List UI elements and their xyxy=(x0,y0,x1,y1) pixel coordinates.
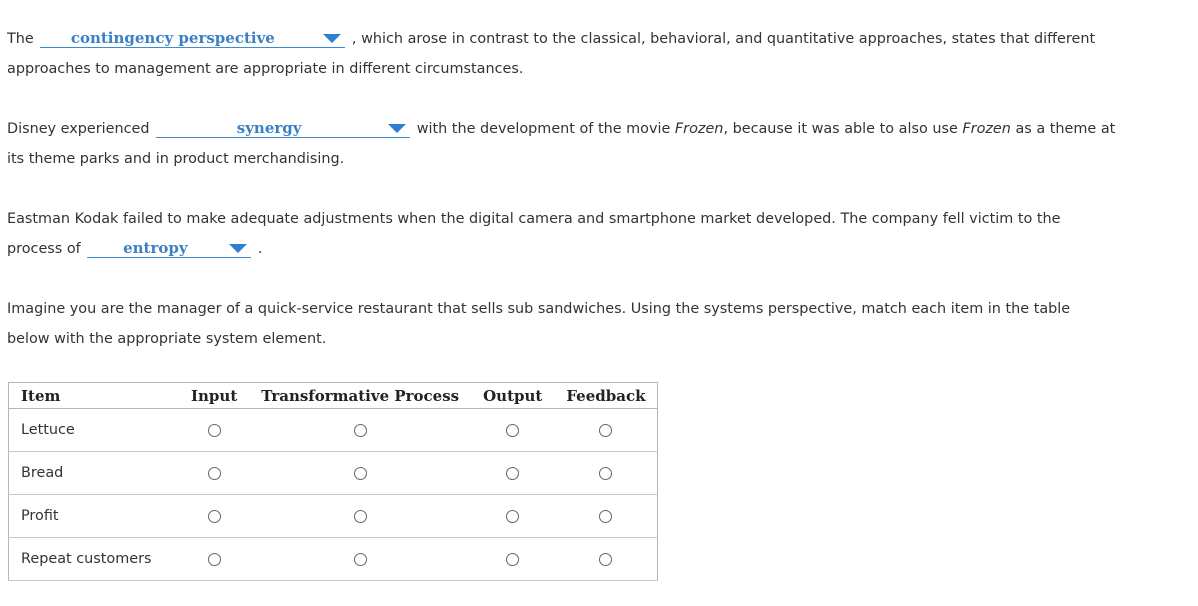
q4-text-line2: below with the appropriate system element. xyxy=(7,331,327,347)
radio-repeat-customers-transformative-process[interactable] xyxy=(354,553,367,566)
column-header-transformative-process: Transformative Process xyxy=(249,383,471,409)
row-label-lettuce: Lettuce xyxy=(9,409,180,452)
radio-bread-feedback[interactable] xyxy=(599,467,612,480)
column-header-feedback: Feedback xyxy=(554,383,658,409)
q4-text-line1: Imagine you are the manager of a quick-service restaurant that sells sub sandwiches. Using the systems perspective, match each item in the table xyxy=(7,301,1071,317)
q3-text-after: . xyxy=(257,241,263,257)
radio-lettuce-feedback[interactable] xyxy=(599,424,612,437)
radio-repeat-customers-input[interactable] xyxy=(208,553,221,566)
q2-text-after-a: with the development of the movie xyxy=(416,121,675,137)
synergy-dropdown[interactable] xyxy=(156,118,410,138)
radio-repeat-customers-feedback[interactable] xyxy=(599,553,612,566)
q2-frozen-2: Frozen xyxy=(962,121,1011,137)
contingency-dropdown[interactable] xyxy=(40,28,345,48)
row-label-bread: Bread xyxy=(9,452,180,495)
q2-text-after-c: as a theme at xyxy=(1010,121,1116,137)
q2-frozen-1: Frozen xyxy=(674,121,724,137)
radio-lettuce-output[interactable] xyxy=(506,424,519,437)
chevron-down-icon xyxy=(229,244,247,253)
radio-profit-feedback[interactable] xyxy=(599,510,612,523)
q1-text-before: The xyxy=(7,31,34,47)
q3-text-line1: Eastman Kodak failed to make adequate adjustments when the digital camera and smartphone market developed. The company fell victim to the xyxy=(7,211,1061,227)
q2-text-line2: its theme parks and in product merchandising. xyxy=(7,151,345,167)
radio-profit-input[interactable] xyxy=(208,510,221,523)
table-header-row xyxy=(9,383,658,409)
question-systems-perspective xyxy=(7,294,1070,354)
q3-text-before: process of xyxy=(7,241,81,257)
chevron-down-icon xyxy=(323,34,341,43)
contingency-dropdown-value: contingency perspective xyxy=(70,29,275,47)
question-entropy xyxy=(7,204,1060,264)
chevron-down-icon xyxy=(388,124,406,133)
radio-profit-transformative-process[interactable] xyxy=(354,510,367,523)
column-header-item: Item xyxy=(9,383,180,409)
radio-lettuce-transformative-process[interactable] xyxy=(354,424,367,437)
table-row xyxy=(9,409,658,452)
q1-text-line2: approaches to management are appropriate in different circumstances. xyxy=(7,61,524,77)
radio-bread-output[interactable] xyxy=(506,467,519,480)
radio-repeat-customers-output[interactable] xyxy=(506,553,519,566)
q2-text-before: Disney experienced xyxy=(7,121,150,137)
question-contingency xyxy=(7,24,1095,84)
q2-text-after-b: , because it was able to also use xyxy=(723,121,963,137)
radio-bread-input[interactable] xyxy=(208,467,221,480)
row-label-repeat-customers: Repeat customers xyxy=(9,538,180,581)
q1-text-after: , which arose in contrast to the classical, behavioral, and quantitative approaches, states that different xyxy=(351,31,1096,47)
radio-bread-transformative-process[interactable] xyxy=(354,467,367,480)
entropy-dropdown-value: entropy xyxy=(123,239,188,257)
radio-lettuce-input[interactable] xyxy=(208,424,221,437)
radio-profit-output[interactable] xyxy=(506,510,519,523)
column-header-input: Input xyxy=(179,383,249,409)
table-row xyxy=(9,452,658,495)
matching-table xyxy=(8,382,658,581)
row-label-profit: Profit xyxy=(9,495,180,538)
table-row xyxy=(9,538,658,581)
entropy-dropdown[interactable] xyxy=(87,238,251,258)
question-synergy xyxy=(7,114,1115,174)
column-header-output: Output xyxy=(471,383,554,409)
synergy-dropdown-value: synergy xyxy=(236,119,302,137)
table-row xyxy=(9,495,658,538)
